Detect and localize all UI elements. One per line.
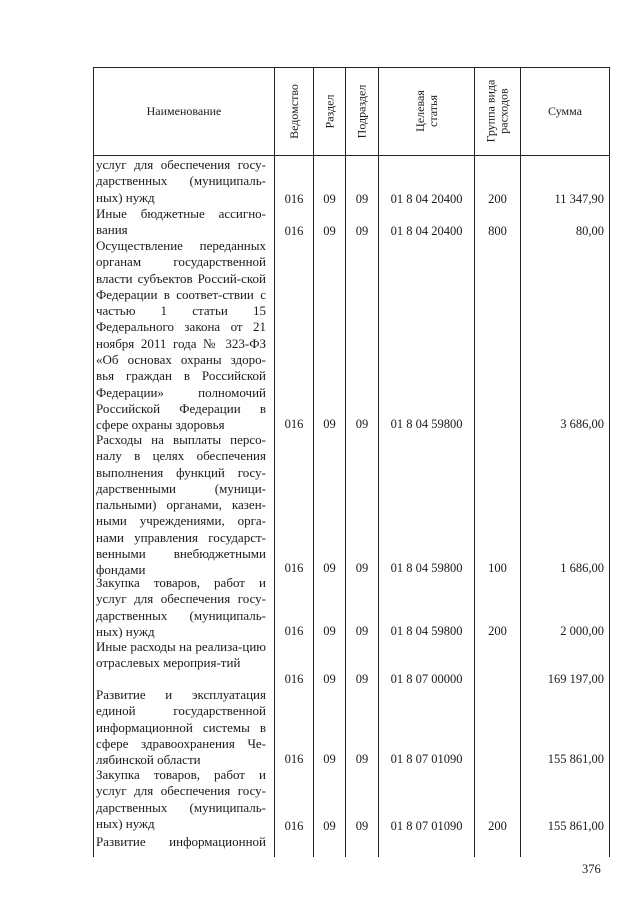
row-target: 01 8 04 20400 — [390, 192, 463, 206]
row-dept: 016 — [284, 819, 304, 833]
row-subsection: 09 — [355, 561, 369, 575]
header-section-label: Раздел — [322, 94, 337, 128]
header-sum — [521, 67, 609, 155]
row-dept: 016 — [284, 624, 304, 638]
header-exp-group — [475, 67, 520, 155]
row-subsection: 09 — [355, 417, 369, 431]
header-section — [314, 67, 345, 155]
header-dept-label: Ведомство — [286, 83, 301, 139]
row-section: 09 — [323, 819, 336, 833]
row-sum: 11 347,90 — [554, 192, 604, 206]
row-dept: 016 — [284, 561, 304, 575]
header-target-label: Целевая статья — [412, 90, 440, 132]
header-subsection-label: Подраздел — [354, 84, 369, 138]
row-section: 09 — [323, 752, 336, 766]
row-subsection: 09 — [355, 624, 369, 638]
row-name: Развитие информационной — [96, 834, 266, 849]
row-target: 01 8 04 59800 — [390, 417, 463, 431]
column-divider — [520, 67, 521, 857]
row-dept: 016 — [284, 417, 304, 431]
row-name: услуг для обеспечения госу-дарственных (муниципаль-ных) нужд — [96, 157, 266, 205]
row-name: Закупка товаров, работ и услуг для обеспечения госу-дарственных (муниципаль-ных) нужд — [96, 575, 266, 639]
row-name: Закупка товаров, работ и услуг для обеспечения госу-дарственных (муниципаль-ных) нужд — [96, 767, 266, 831]
header-exp-group-label: Группа вида расходов — [483, 79, 511, 143]
row-name: Расходы на выплаты персо-налу в целях обеспечения выполнения функций госу-дарственными (муници-пальными) органами, казен-ными учреждениями, орга-нами управления государст-венными внебюджетными фондами — [96, 432, 266, 578]
row-dept: 016 — [284, 672, 304, 686]
row-dept: 016 — [284, 752, 304, 766]
row-subsection: 09 — [355, 192, 369, 206]
row-section: 09 — [323, 192, 336, 206]
column-divider — [93, 67, 94, 857]
row-section: 09 — [323, 672, 336, 686]
header-name — [94, 67, 274, 155]
row-target: 01 8 04 20400 — [390, 224, 463, 238]
row-exp-group: 800 — [488, 224, 507, 238]
page-number: 376 — [582, 862, 601, 876]
column-divider — [378, 67, 379, 857]
column-divider — [609, 67, 610, 857]
row-subsection: 09 — [355, 672, 369, 686]
row-name: Развитие и эксплуатация единой государственной информационной системы в сфере здравоохранения Че-лябинской области — [96, 687, 266, 768]
row-dept: 016 — [284, 224, 304, 238]
row-exp-group: 100 — [488, 561, 507, 575]
row-target: 01 8 04 59800 — [390, 561, 463, 575]
column-divider — [274, 67, 275, 857]
row-section: 09 — [323, 224, 336, 238]
column-divider — [474, 67, 475, 857]
row-sum: 155 861,00 — [547, 752, 604, 766]
row-section: 09 — [323, 561, 336, 575]
row-sum: 3 686,00 — [560, 417, 604, 431]
row-name: Осуществление переданных органам государственной власти субъектов Россий-ской Федерации в соответ-ствии с частью 1 статьи 15 Федерального закона от 21 ноября 2011 года № 323-ФЗ «Об основах охраны здоро-вья граждан в Российской Федерации» полномочий Российской Федерации в сфере охраны здоровья — [96, 238, 266, 433]
header-bottom-border — [93, 155, 609, 156]
row-sum: 155 861,00 — [547, 819, 604, 833]
row-section: 09 — [323, 417, 336, 431]
row-target: 01 8 04 59800 — [390, 624, 463, 638]
row-exp-group: 200 — [488, 624, 507, 638]
row-sum: 2 000,00 — [560, 624, 604, 638]
row-name: Иные расходы на реализа-цию отраслевых мероприя-тий — [96, 639, 266, 671]
header-name-label: Наименование — [146, 103, 222, 118]
row-subsection: 09 — [355, 224, 369, 238]
row-dept: 016 — [284, 192, 304, 206]
row-section: 09 — [323, 624, 336, 638]
header-dept — [275, 67, 313, 155]
row-subsection: 09 — [355, 752, 369, 766]
row-target: 01 8 07 01090 — [390, 752, 463, 766]
row-sum: 80,00 — [575, 224, 604, 238]
header-target — [379, 67, 474, 155]
row-target: 01 8 07 00000 — [390, 672, 463, 686]
row-sum: 1 686,00 — [560, 561, 604, 575]
row-target: 01 8 07 01090 — [390, 819, 463, 833]
row-exp-group: 200 — [488, 192, 507, 206]
row-subsection: 09 — [355, 819, 369, 833]
row-exp-group: 200 — [488, 819, 507, 833]
column-divider — [313, 67, 314, 857]
header-sum-label: Сумма — [548, 103, 582, 118]
row-sum: 169 197,00 — [547, 672, 604, 686]
column-divider — [345, 67, 346, 857]
header-subsection — [346, 67, 378, 155]
row-name: Иные бюджетные ассигно-вания — [96, 206, 266, 238]
